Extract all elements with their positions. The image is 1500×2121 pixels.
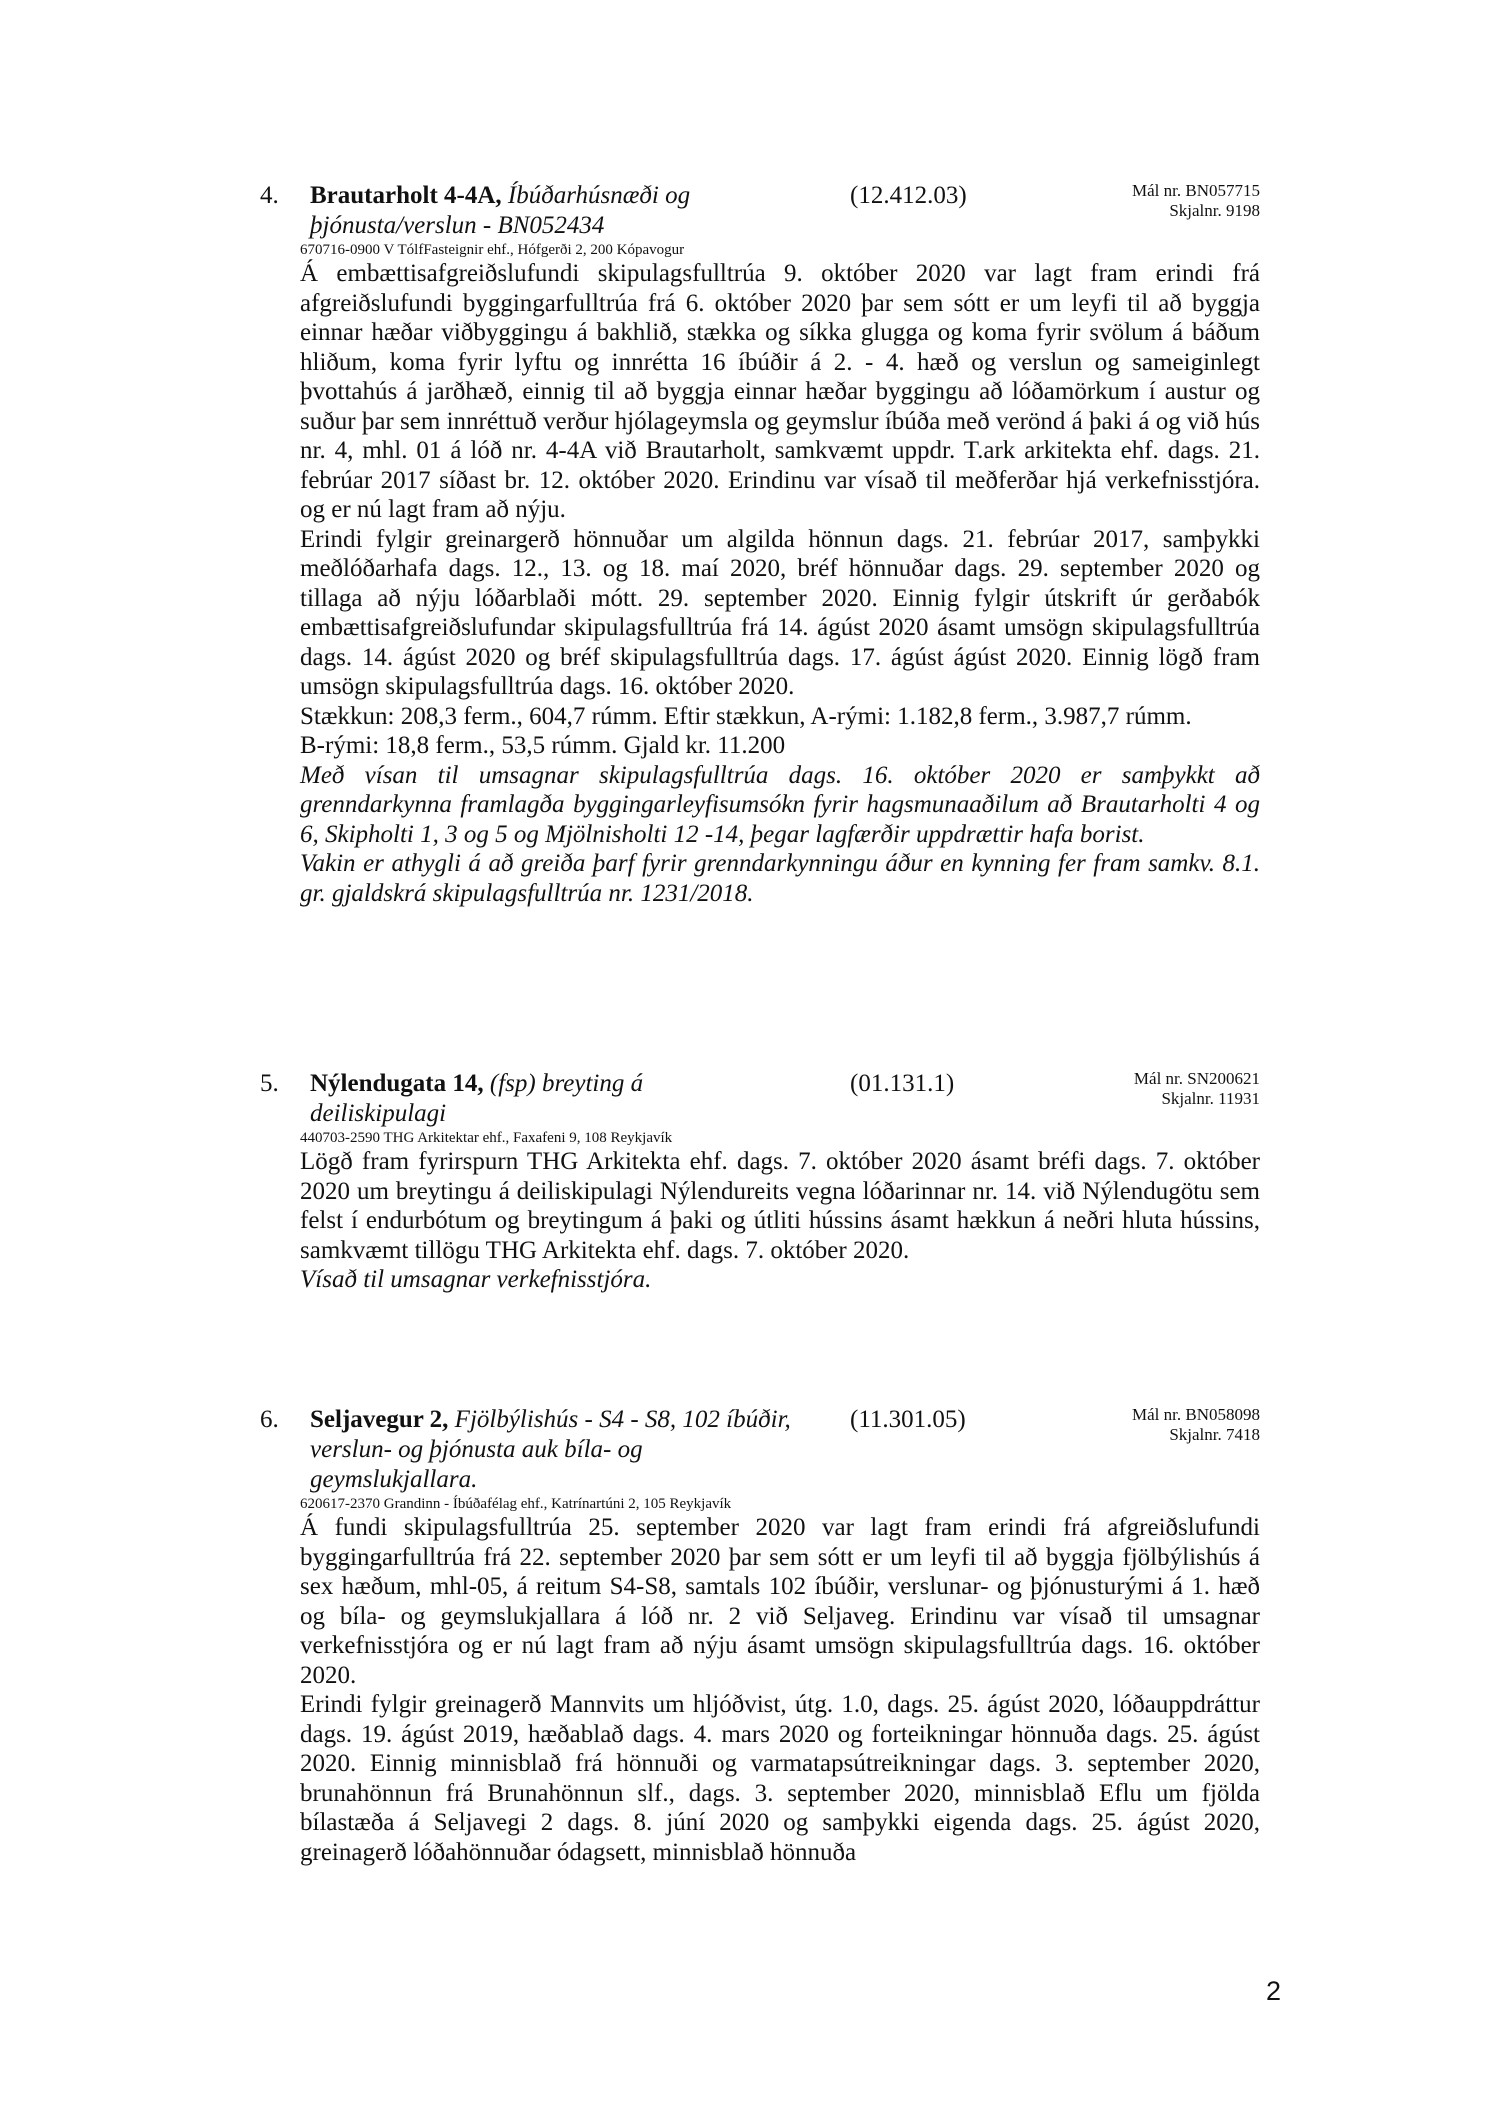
item-title [310,1069,730,1129]
item-subject: (fsp) breyting á deiliskipulagi [310,1070,644,1127]
item-body [300,1147,1260,1295]
paragraph: Stækkun: 208,3 ferm., 604,7 rúmm. Eftir stækkun, A-rými: 1.182,8 ferm., 3.987,7 rúmm. [300,702,1192,730]
agenda-item-6 [260,1405,1260,1867]
paragraph: Á fundi skipulagsfulltrúa 25. september 2020 var lagt fram erindi frá afgreiðslufundi byggingarfulltrúa frá 22. september 2020 þar sem sótt er um leyfi til að byggja fjölbýlishús á sex hæðum, mhl-05, á reitum S4-S8, samtals 102 íbúðir, verslunar- og þjónusturými á 1. hæð og bíla- og geymslukjallara á lóð nr. 2 við Seljaveg. Erindinu var vísað til umsagnar verkefnisstjóra og er nú lagt fram að nýju ásamt umsögn skipulagsfulltrúa dags. 16. október 2020. [300,1514,1260,1689]
decision-text: Með vísan til umsagnar skipulagsfulltrúa dags. 16. október 2020 er samþykkt að grenndarkynna framlagða byggingarleyfisumsókn fyrir hagsmunaaðilum að Brautarholti 4 og 6, Skipholti 1, 3 og 5 og Mjölnisholti 12 -14, þegar lagfærðir uppdrættir hafa borist. [300,761,1260,848]
item-subject: Fjölbýlishús - S4 - S8, 102 íbúðir, verslun- og þjónusta auk bíla- og geymslukjallara. [310,1406,791,1493]
paragraph: Erindi fylgir greinargerð hönnuðar um algilda hönnun dags. 21. febrúar 2017, samþykki meðlóðarhafa dags. 12., 13. og 18. maí 2020, bréf hönnuðar dags. 29. september 2020 og tillaga að nýju lóðarblaði mótt. 29. september 2020. Einnig fylgir útskrift úr gerðabók embættisafgreiðslufundar skipulagsfulltrúa frá 14. ágúst 2020 ásamt umsögn skipulagsfulltrúa dags. 14. ágúst 2020 og bréf skipulagsfulltrúa dags. 17. ágúst ágúst 2020. Einnig lögð fram umsögn skipulagsfulltrúa dags. 16. október 2020. [300,525,1260,700]
item-body [300,259,1260,908]
decision-text: Vísað til umsagnar verkefnisstjóra. [300,1266,652,1293]
land-reference: (01.131.1) [850,1070,955,1097]
case-info [1060,1405,1260,1445]
land-reference: (11.301.05) [850,1406,966,1433]
document-number: Skjalnr. 7418 [1169,1425,1260,1444]
paragraph: Á embættisafgreiðslufundi skipulagsfulltrúa 9. október 2020 var lagt fram erindi frá afgreiðslufundi byggingarfulltrúa frá 6. október 2020 þar sem sótt er um leyfi til að byggja einnar hæðar viðbyggingu á bakhlið, stækka og síkka glugga og koma fyrir svölum á báðum hliðum, koma fyrir lyftu og innrétta 16 íbúðir á 2. - 4. hæð og verslun og sameiginlegt þvottahús á jarðhæð, einnig til að byggja einnar hæðar byggingu að lóðamörkum í austur og suður þar sem innréttuð verður hjólageymsla og geymslur íbúða með verönd á þaki á og við hús nr. 4, mhl. 01 á lóð nr. 4-4A við Brautarholt, samkvæmt uppdr. T.ark arkitekta ehf. dags. 21. febrúar 2017 síðast br. 12. október 2020. Erindinu var vísað til meðferðar hjá verkefnisstjóra. og er nú lagt fram að nýju. [300,260,1260,523]
paragraph: B-rými: 18,8 ferm., 53,5 rúmm. Gjald kr. 11.200 [300,732,786,759]
item-number: 5. [260,1070,279,1097]
land-reference: (12.412.03) [850,182,967,209]
item-body [300,1513,1260,1867]
case-info [1060,181,1260,221]
item-number: 6. [260,1406,279,1433]
page-number: 2 [1266,1976,1282,2006]
case-number: Mál nr. BN057715 [1132,181,1260,200]
item-header [260,181,1260,241]
applicant-line: 620617-2370 Grandinn - Íbúðafélag ehf., Katrínartúni 2, 105 Reykjavík [300,1496,732,1512]
document-number: Skjalnr. 9198 [1169,201,1260,220]
item-title [310,181,810,241]
item-title [310,1405,810,1495]
case-number: Mál nr. SN200621 [1133,1069,1260,1088]
item-address: Brautarholt 4-4A, [310,182,502,209]
document-number: Skjalnr. 11931 [1161,1089,1260,1108]
item-address: Nýlendugata 14, [310,1070,484,1097]
agenda-item-4 [260,181,1260,908]
item-number: 4. [260,182,279,209]
applicant-line: 440703-2590 THG Arkitektar ehf., Faxafeni 9, 108 Reykjavík [300,1130,673,1146]
item-header [260,1069,1260,1129]
item-subject: Íbúðarhúsnæði og þjónusta/verslun - BN052434 [310,182,691,239]
item-header [260,1405,1260,1495]
decision-text: Vakin er athygli á að greiða þarf fyrir grenndarkynningu áður en kynning fer fram samkv. 8.1. gr. gjaldskrá skipulagsfulltrúa nr. 1231/2018. [300,850,1260,907]
applicant-line: 670716-0900 V TólfFasteignir ehf., Hófgerði 2, 200 Kópavogur [300,242,685,258]
agenda-item-5 [260,1069,1260,1295]
case-info [1060,1069,1260,1109]
item-address: Seljavegur 2, [310,1406,449,1433]
case-number: Mál nr. BN058098 [1132,1405,1260,1424]
paragraph: Lögð fram fyrirspurn THG Arkitekta ehf. dags. 7. október 2020 ásamt bréfi dags. 7. október 2020 um breytingu á deiliskipulagi Nýlendureits vegna lóðarinnar nr. 14. við Nýlendugötu sem felst í endurbótum og breytingum á þaki og útliti hússins ásamt hækkun á neðri hluta hússins, samkvæmt tillögu THG Arkitekta ehf. dags. 7. október 2020. [300,1148,1260,1264]
paragraph: Erindi fylgir greinagerð Mannvits um hljóðvist, útg. 1.0, dags. 25. ágúst 2020, lóðauppdráttur dags. 19. ágúst 2019, hæðablað dags. 4. mars 2020 og forteikningar hönnuða dags. 25. ágúst 2020. Einnig minnisblað frá hönnuði og varmatapsútreikningar dags. 3. september 2020, brunahönnun frá Brunahönnun slf., dags. 3. september 2020, minnisblað Eflu um fjölda bílastæða á Seljavegi 2 dags. 8. júní 2020 og samþykki eigenda dags. 25. ágúst 2020, greinagerð lóðahönnuðar ódagsett, minnisblað hönnuða [300,1691,1260,1866]
